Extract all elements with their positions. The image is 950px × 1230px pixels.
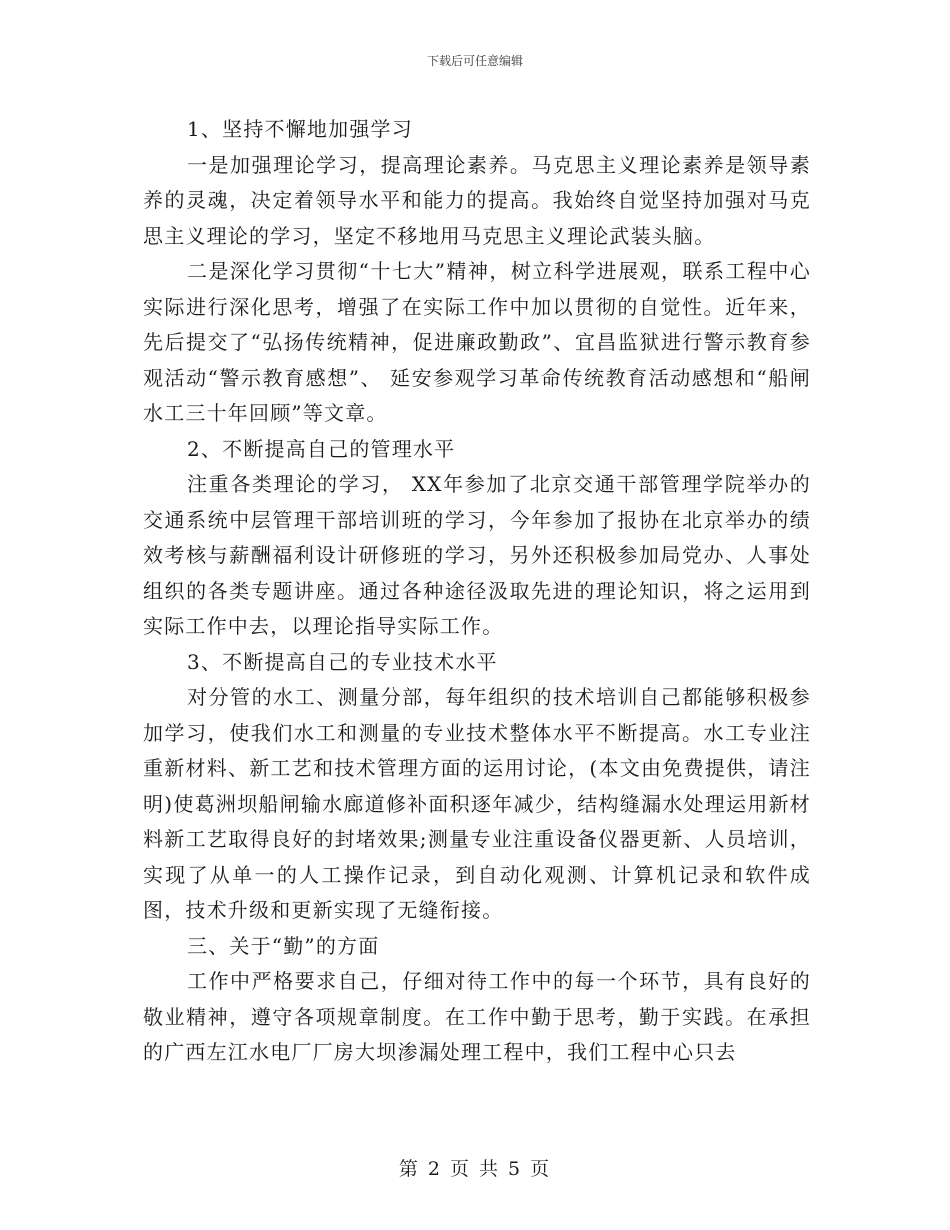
paragraph: 注重各类理论的学习， XX年参加了北京交通干部管理学院举办的交通系统中层管理干部培训班的学习，今年参加了报协在北京举办的绩效考核与薪酬福利设计研修班的学习，另外还积极参加局党办、人事处组织的各类专题讲座。通过各种途径汲取先进的理论知识，将之运用到实际工作中去，以理论指导实际工作。 [143, 472, 811, 638]
section-heading-2: 2、不断提高自己的管理水平 [187, 436, 456, 461]
section-heading-diligence: 三、关于“勤”的方面 [187, 933, 380, 958]
document-body [143, 112, 811, 1071]
section-heading-1: 1、坚持不懈地加强学习 [187, 117, 413, 141]
paragraph: 对分管的水工、测量分部，每年组织的技术培训自己都能够积极参加学习，使我们水工和测量的专业技术整体水平不断提高。水工专业注重新材料、新工艺和技术管理方面的运用讨论，(本文由免费提供，请注明)使葛洲坝船闸输水廊道修补面积逐年减少，结构缝漏水处理运用新材料新工艺取得良好的封堵效果;测量专业注重设备仪器更新、人员培训，实现了从单一的人工操作记录，到自动化观测、计算机记录和软件成图，技术升级和更新实现了无缝衔接。 [143, 685, 811, 922]
page-number: 第 2 页 共 5 页 [398, 1158, 552, 1180]
page-header: 下载后可任意编辑 [426, 54, 523, 68]
paragraph: 一是加强理论学习，提高理论素养。马克思主义理论素养是领导素养的灵魂，决定着领导水平和能力的提高。我始终自觉坚持加强对马克思主义理论的学习，坚定不移地用马克思主义理论武装头脑。 [143, 152, 811, 248]
section-heading-3: 3、不断提高自己的专业技术水平 [187, 649, 498, 674]
paragraph: 二是深化学习贯彻“十七大”精神，树立科学进展观，联系工程中心实际进行深化思考，增强了在实际工作中加以贯彻的自觉性。近年来，先后提交了“弘扬传统精神，促进廉政勤政”、宜昌监狱进行警示教育参观活动“警示教育感想”、 延安参观学习革命传统教育活动感想和“船闸水工三十年回顾”等文章。 [143, 259, 811, 425]
paragraph: 工作中严格要求自己，仔细对待工作中的每一个环节，具有良好的敬业精神，遵守各项规章制度。在工作中勤于思考，勤于实践。在承担的广西左江水电厂厂房大坝渗漏处理工程中，我们工程中心只去 [143, 969, 811, 1064]
